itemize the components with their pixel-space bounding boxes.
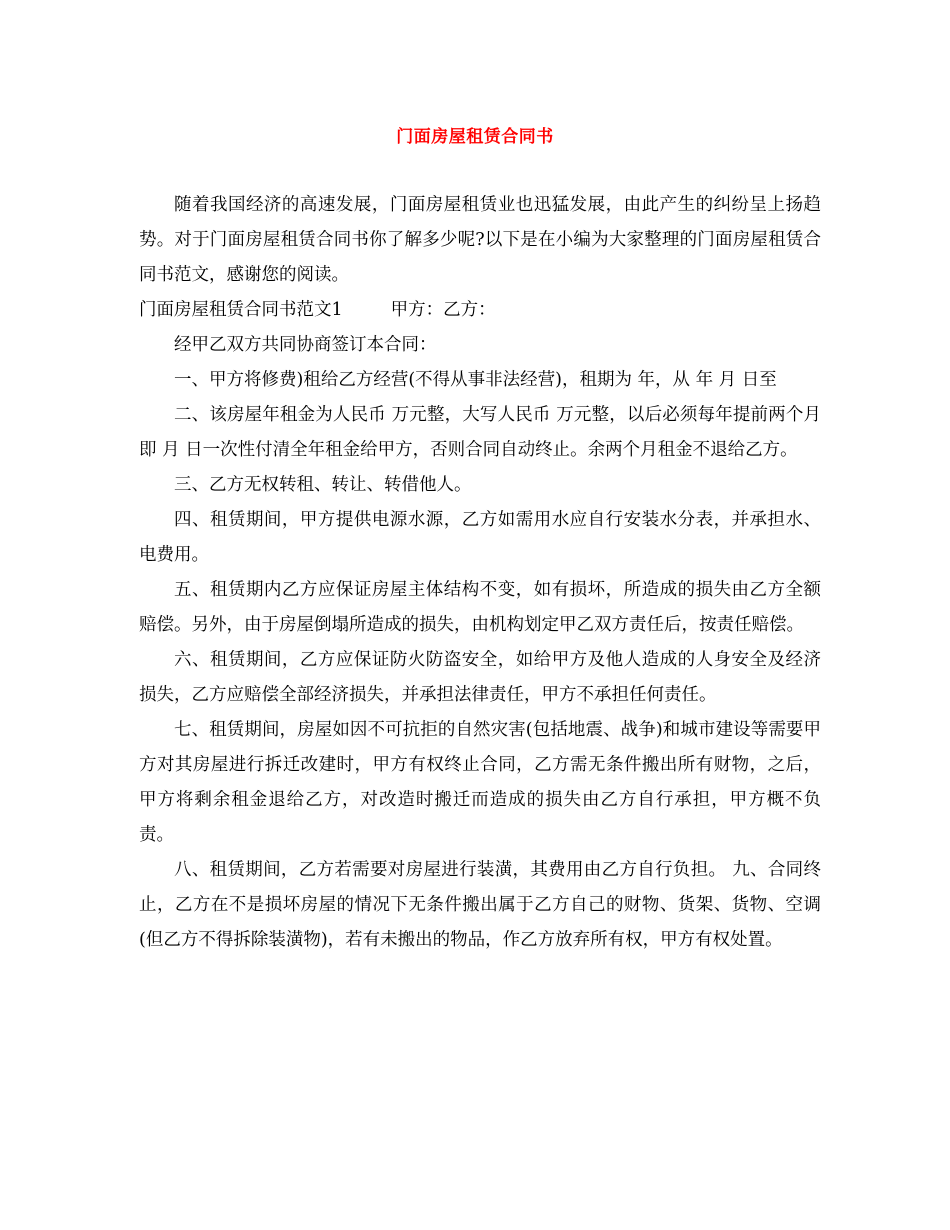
clause-2: 二、该房屋年租金为人民币 万元整，大写人民币 万元整，以后必须每年提前两个月即 月 日一次性付清全年租金给甲方，否则合同自动终止。余两个月租金不退给乙方。: [139, 405, 821, 460]
clause-1: 一、甲方将修费)租给乙方经营(不得从事非法经营)，租期为 年，从 年 月 日至: [174, 370, 777, 390]
clause-5: 五、租赁期内乙方应保证房屋主体结构不变，如有损坏，所造成的损失由乙方全额赔偿。另外，由于房屋倒塌所造成的损失，由机构划定甲乙双方责任后，按责任赔偿。: [139, 580, 821, 635]
clause-3: 三、乙方无权转租、转让、转借他人。: [174, 475, 472, 495]
agreement-intro: 经甲乙双方共同协商签订本合同：: [174, 335, 437, 355]
sample-heading: 门面房屋租赁合同书范文1: [139, 300, 343, 320]
document-title: 门面房屋租赁合同书: [396, 127, 554, 147]
clause-6: 六、租赁期间，乙方应保证防火防盗安全，如给甲方及他人造成的人身安全及经济损失，乙方应赔偿全部经济损失，并承担法律责任，甲方不承担任何责任。: [139, 650, 821, 705]
document-body: [139, 188, 821, 958]
clause-7: 七、租赁期间，房屋如因不可抗拒的自然灾害(包括地震、战争)和城市建设等需要甲方对其房屋进行拆迁改建时，甲方有权终止合同，乙方需无条件搬出所有财物，之后，甲方将剩余租金退给乙方，对改造时搬迁而造成的损失由乙方自行承担，甲方概不负责。: [139, 720, 821, 845]
parties-line: 甲方：乙方：: [390, 300, 496, 320]
sample-heading-line: [139, 293, 821, 328]
clause-8: 八、租赁期间，乙方若需要对房屋进行装潢，其费用由乙方自行负担。 九、合同终止，乙方在不是损坏房屋的情况下无条件搬出属于乙方自己的财物、货架、货物、空调(但乙方不得拆除装潢物)，若有未搬出的物品，作乙方放弃所有权，甲方有权处置。: [139, 860, 821, 950]
intro-paragraph: 随着我国经济的高速发展，门面房屋租赁业也迅猛发展，由此产生的纠纷呈上扬趋势。对于门面房屋租赁合同书你了解多少呢?以下是在小编为大家整理的门面房屋租赁合同书范文，感谢您的阅读。: [139, 195, 821, 285]
clause-4: 四、租赁期间，甲方提供电源水源，乙方如需用水应自行安装水分表，并承担水、电费用。: [139, 510, 821, 565]
